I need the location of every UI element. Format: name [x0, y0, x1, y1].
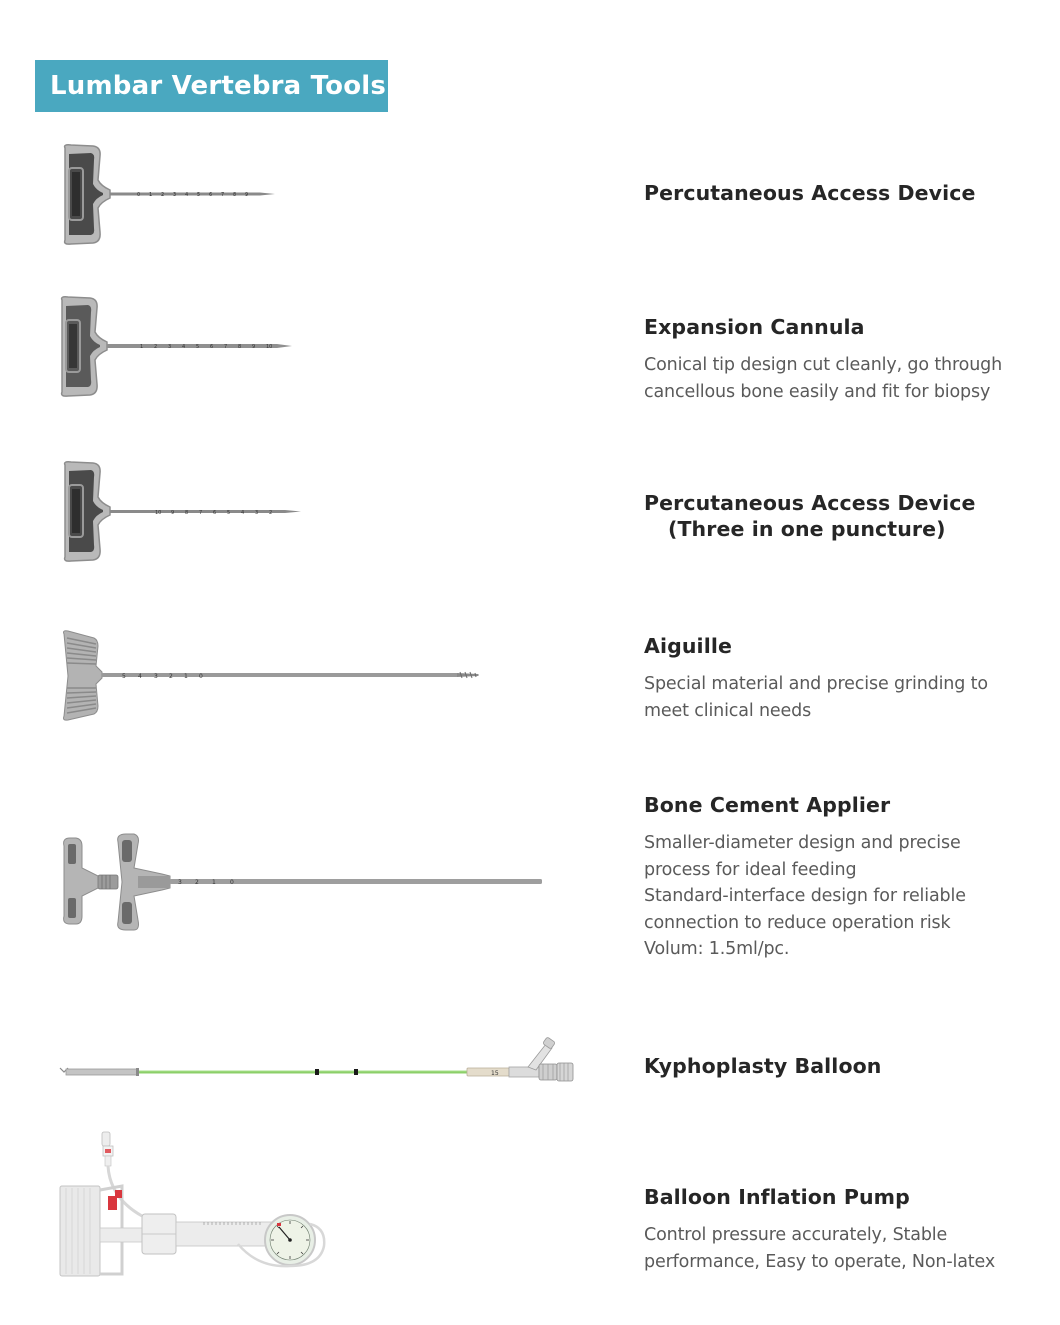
product-image-balloon-inflation-pump [58, 1128, 333, 1283]
svg-text:2: 2 [154, 344, 158, 350]
svg-text:2: 2 [195, 879, 199, 886]
description-line: Volum: 1.5ml/pc. [644, 939, 790, 959]
svg-text:1: 1 [140, 344, 144, 350]
svg-text:3: 3 [173, 192, 177, 198]
product-name: Bone Cement Applier [644, 793, 891, 817]
product-name: Balloon Inflation Pump [644, 1185, 910, 1209]
svg-text:4: 4 [138, 673, 142, 680]
svg-text:2: 2 [161, 192, 165, 198]
product-name: Kyphoplasty Balloon [644, 1054, 882, 1078]
svg-text:5: 5 [197, 192, 201, 198]
description-line: Smaller-diameter design and precise [644, 833, 961, 853]
svg-text:1: 1 [212, 879, 216, 886]
svg-text:5: 5 [227, 510, 231, 516]
svg-text:7: 7 [199, 510, 203, 516]
svg-text:10: 10 [266, 344, 273, 350]
svg-text:0: 0 [230, 879, 234, 886]
product-image-percutaneous-access-device [55, 140, 285, 250]
product-image-bone-cement-applier [58, 832, 548, 937]
svg-text:3: 3 [178, 879, 182, 886]
product-image-expansion-cannula [52, 292, 302, 402]
svg-text:6: 6 [210, 344, 214, 350]
svg-text:0: 0 [137, 192, 141, 198]
svg-text:1: 1 [184, 673, 188, 680]
svg-text:3: 3 [255, 510, 259, 516]
svg-text:2: 2 [169, 673, 173, 680]
svg-text:6: 6 [209, 192, 213, 198]
product-description [644, 1222, 1044, 1275]
svg-text:1: 1 [149, 192, 153, 198]
product-info-aiguille [644, 633, 1044, 724]
product-info-expansion-cannula [644, 314, 1044, 405]
product-info-bone-cement-applier [644, 792, 1044, 963]
drill-aiguille-icon [58, 628, 488, 723]
svg-text:9: 9 [252, 344, 256, 350]
product-description [644, 830, 1044, 963]
product-info-percutaneous-access-device [644, 180, 1044, 206]
description-line: performance, Easy to operate, Non-latex [644, 1251, 996, 1272]
product-description [644, 352, 1044, 405]
svg-text:3: 3 [168, 344, 172, 350]
inflation-pump-gauge-icon [58, 1128, 333, 1283]
bone-cement-applier-icon [58, 832, 548, 937]
description-line: meet clinical needs [644, 700, 812, 721]
product-image-percutaneous-access-device-three-in-one [55, 457, 310, 569]
description-line: connection to reduce operation risk [644, 912, 951, 933]
description-line: Standard-interface design for reliable [644, 886, 966, 906]
t-handle-needle-icon [55, 457, 310, 569]
svg-text:5: 5 [122, 673, 126, 680]
page-title-banner [35, 60, 388, 112]
product-info-kyphoplasty-balloon [644, 1053, 1044, 1079]
product-name: Percutaneous Access Device [644, 181, 976, 205]
svg-text:3: 3 [154, 673, 158, 680]
description-line: process for ideal feeding [644, 859, 857, 880]
svg-text:2: 2 [269, 510, 273, 516]
description-line: Control pressure accurately, Stable [644, 1225, 948, 1245]
product-info-balloon-inflation-pump [644, 1184, 1044, 1275]
kyphoplasty-balloon-catheter-icon [58, 1034, 603, 1084]
svg-text:9: 9 [245, 192, 249, 198]
product-name-line1: Percutaneous Access Device [644, 491, 976, 515]
product-image-aiguille [58, 628, 488, 723]
svg-text:5: 5 [196, 344, 200, 350]
svg-text:7: 7 [224, 344, 228, 350]
svg-text:8: 8 [185, 510, 189, 516]
product-name: Expansion Cannula [644, 315, 865, 339]
t-handle-needle-icon [55, 140, 285, 250]
page-title: Lumbar Vertebra Tools [50, 71, 387, 101]
svg-text:9: 9 [171, 510, 175, 516]
product-info-percutaneous-access-device-three-in-one [644, 490, 1044, 542]
svg-text:0: 0 [199, 673, 203, 680]
product-name-line2: (Three in one puncture) [668, 517, 946, 541]
svg-text:10: 10 [155, 510, 162, 516]
description-line: Special material and precise grinding to [644, 674, 988, 694]
t-handle-cannula-icon [52, 292, 302, 402]
product-description [644, 671, 1044, 724]
product-image-kyphoplasty-balloon [58, 1034, 603, 1084]
svg-text:7: 7 [221, 192, 225, 198]
svg-text:4: 4 [185, 192, 189, 198]
product-name [644, 490, 1044, 542]
svg-text:6: 6 [213, 510, 217, 516]
svg-text:8: 8 [233, 192, 237, 198]
product-name: Aiguille [644, 634, 732, 658]
svg-text:8: 8 [238, 344, 242, 350]
svg-text:4: 4 [182, 344, 186, 350]
description-line: Conical tip design cut cleanly, go through [644, 355, 1003, 375]
svg-text:4: 4 [241, 510, 245, 516]
svg-text:15: 15 [491, 1070, 499, 1077]
description-line: cancellous bone easily and fit for biopsy [644, 381, 991, 402]
